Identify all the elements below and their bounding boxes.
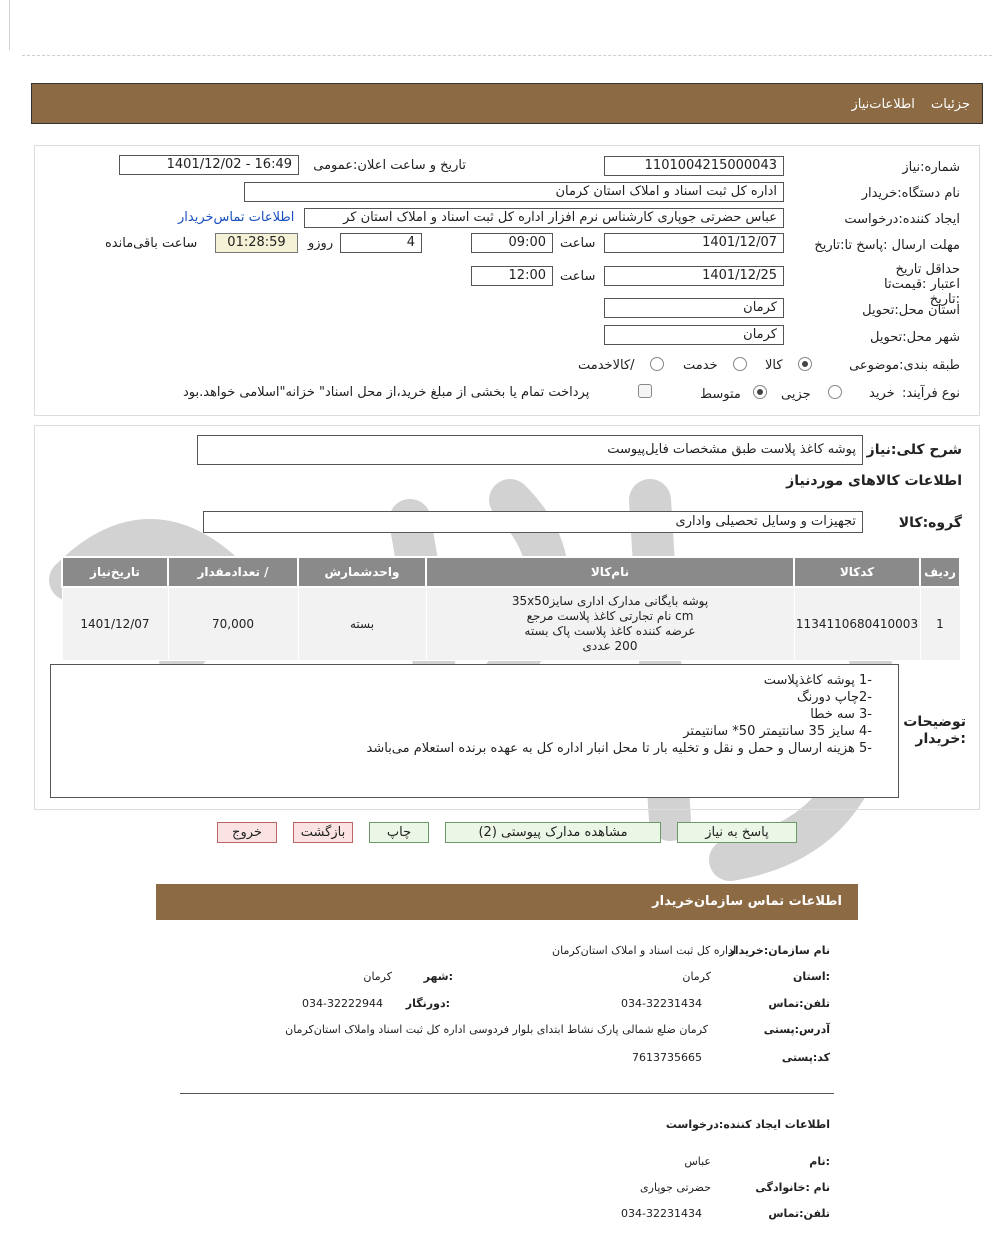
creator-phone: 034-32231434: [621, 1207, 702, 1220]
contact-org: اداره کل ثبت اسناد و املاک استان‌کرمان: [552, 944, 736, 957]
buyer-notes-label: توضیحات :خریدار: [903, 714, 966, 747]
buyer-note-line: -4 سایز 35 سانتیمتر 50* سانتیمتر: [683, 724, 872, 739]
announce-label: تاریخ و ساعت اعلان:عمومی: [313, 158, 466, 173]
creator-family: حضرتی جوپاری: [640, 1181, 711, 1194]
cell-date: 1401/12/07: [62, 587, 168, 661]
announce-field: 1401/12/02 - 16:49: [119, 155, 299, 175]
category-label: طبقه بندی:موضوعی: [849, 358, 960, 373]
category-goods-radio[interactable]: [798, 357, 812, 371]
contact-fax-label: :دورنگار: [405, 997, 450, 1010]
exit-button[interactable]: خروج: [217, 822, 277, 843]
cell-qty: 70,000: [168, 587, 298, 661]
buyer-contact-title: اطلاعات تماس سازمان‌خریدار: [652, 894, 842, 909]
deadline-label: مهلت ارسال :پاسخ تا:تاریخ: [814, 238, 960, 253]
col-qty: / تعدادمقدار: [168, 557, 298, 587]
process-partial-label: جزیی: [781, 387, 811, 402]
validity-time-field: 12:00: [471, 266, 553, 286]
need-summary-field: پوشه کاغذ پلاست طبق مشخصات فایل‌پیوست: [197, 435, 863, 465]
deadline-date-field: 1401/12/07: [604, 233, 784, 253]
buyer-org-field: اداره کل ثبت اسناد و املاک استان کرمان: [244, 182, 784, 202]
contact-province-label: :استان: [793, 970, 830, 983]
cell-name-line: cm نام تجارتی کاغذ پلاست مرجع: [526, 609, 694, 623]
days-field: 4: [340, 233, 422, 253]
category-both-label: /کالاخدمت: [578, 358, 635, 373]
top-divider: [22, 55, 992, 56]
table-row: [62, 587, 960, 661]
col-unit: واحدشمارش: [298, 557, 426, 587]
print-button[interactable]: چاپ: [369, 822, 429, 843]
tab-details[interactable]: جزئیات: [931, 97, 970, 112]
deadline-time-label: ساعت: [560, 236, 596, 251]
goods-info-title: اطلاعات کالاهای موردنیاز: [786, 473, 962, 489]
contact-postal: 7613735665: [632, 1051, 702, 1064]
process-partial-radio[interactable]: [828, 385, 842, 399]
creator-info-title: اطلاعات ایجاد کننده:درخواست: [665, 1118, 830, 1131]
tab-need-info[interactable]: اطلاعات‌نیاز: [851, 97, 915, 112]
province-label: استان محل:تحویل: [862, 303, 960, 318]
city-label: شهر محل:تحویل: [870, 330, 960, 345]
process-buy-label: خرید: [869, 386, 895, 401]
cell-code: 1134110680410003: [794, 587, 920, 661]
cell-unit: بسته: [298, 587, 426, 661]
back-button[interactable]: بازگشت: [293, 822, 353, 843]
contact-phone-label: تلفن:تماس: [768, 997, 830, 1010]
process-medium-label: متوسط: [700, 387, 741, 402]
page-header: [31, 83, 983, 124]
contact-address: کرمان ضلع شمالی پارک نشاط ابتدای بلوار فردوسی اداره کل ثبت اسناد واملاک استان‌کرمان: [285, 1023, 708, 1036]
contact-address-label: آدرس:پستی: [763, 1023, 830, 1036]
creator-phone-label: تلفن:تماس: [768, 1207, 830, 1220]
contact-phone: 034-32231434: [621, 997, 702, 1010]
remaining-time-field: 01:28:59: [215, 233, 298, 253]
days-label: روزو: [308, 236, 334, 251]
reply-button[interactable]: پاسخ به نیاز: [677, 822, 797, 843]
need-summary-label: شرح کلی:نیاز: [866, 442, 962, 458]
cell-name-line: پوشه بایگانی مدارک اداری سایز35x50: [511, 594, 709, 608]
need-number-label: شماره:نیاز: [902, 160, 960, 175]
col-row: ردیف: [920, 557, 960, 587]
category-both-radio[interactable]: [650, 357, 664, 371]
creator-family-label: نام :خانوادگی: [755, 1181, 830, 1194]
creator-name-label: :نام: [809, 1155, 830, 1168]
buyer-note-line: -1 پوشه کاغذپلاست: [763, 673, 872, 688]
buyer-notes-box: [50, 664, 899, 798]
buyer-note-line: -3 سه خطا: [810, 707, 872, 722]
deadline-time-field: 09:00: [471, 233, 553, 253]
province-field: کرمان: [604, 298, 784, 318]
col-code: کدکالا: [794, 557, 920, 587]
buyer-note-line: -5 هزینه ارسال و حمل و نقل و تخلیه بار تا محل انبار اداره کل به عهده برنده استعلام می‌باشد: [366, 741, 872, 756]
buyer-org-label: نام دستگاه:خریدار: [861, 186, 960, 201]
cell-name: [426, 587, 794, 661]
treasury-payment-checkbox[interactable]: [638, 384, 652, 398]
validity-time-label: ساعت: [560, 269, 596, 284]
category-goods-label: کالا: [765, 358, 783, 373]
cell-name-line: عرضه کننده کاغذ پلاست پاک بسته: [524, 624, 696, 638]
cell-name-line: 200 عددی: [582, 639, 638, 653]
buyer-contact-link[interactable]: اطلاعات تماس‌خریدار: [178, 210, 295, 225]
category-service-label: خدمت: [683, 358, 718, 373]
remaining-label: ساعت باقی‌مانده: [105, 236, 198, 251]
category-service-radio[interactable]: [733, 357, 747, 371]
goods-table: [61, 556, 961, 661]
goods-group-label: گروه:کالا: [898, 515, 962, 531]
view-attachments-button[interactable]: مشاهده مدارک پیوستی (2): [445, 822, 661, 843]
treasury-payment-note: پرداخت تمام یا بخشی از مبلغ خرید،از محل اسناد" خزانه"اسلامی خواهد.بود: [183, 385, 590, 400]
validity-date-field: 1401/12/25: [604, 266, 784, 286]
process-label: نوع فرآیند:: [902, 386, 960, 401]
cell-row: 1: [920, 587, 960, 661]
process-medium-radio[interactable]: [753, 385, 767, 399]
city-field: کرمان: [604, 325, 784, 345]
need-number-field: 1101004215000043: [604, 156, 784, 176]
contact-fax: 034-32222944: [302, 997, 383, 1010]
buyer-note-line: -2چاپ دورنگ: [797, 690, 872, 705]
validity-label: حداقل تاریخ اعتبار :قیمت‌تا :تاریخ: [884, 262, 960, 307]
requester-label: ایجاد کننده:درخواست: [844, 212, 960, 227]
contact-city-label: :شهر: [423, 970, 453, 983]
contact-city: کرمان: [363, 970, 392, 983]
contact-divider: [180, 1093, 834, 1094]
creator-name: عباس: [684, 1155, 711, 1168]
col-date: تاریخ‌نیاز: [62, 557, 168, 587]
contact-org-label: نام سازمان:خریدار: [728, 944, 830, 957]
contact-province: کرمان: [682, 970, 711, 983]
contact-postal-label: کد:پستی: [781, 1051, 830, 1064]
goods-group-field: تجهیزات و وسایل تحصیلی واداری: [203, 511, 863, 533]
buyer-contact-header: [156, 884, 858, 920]
frame-edge: [9, 0, 10, 50]
requester-field: عباس حضرتی جوپاری کارشناس نرم افزار اداره کل ثبت اسناد و املاک استان کر: [304, 208, 784, 228]
col-name: نام‌کالا: [426, 557, 794, 587]
